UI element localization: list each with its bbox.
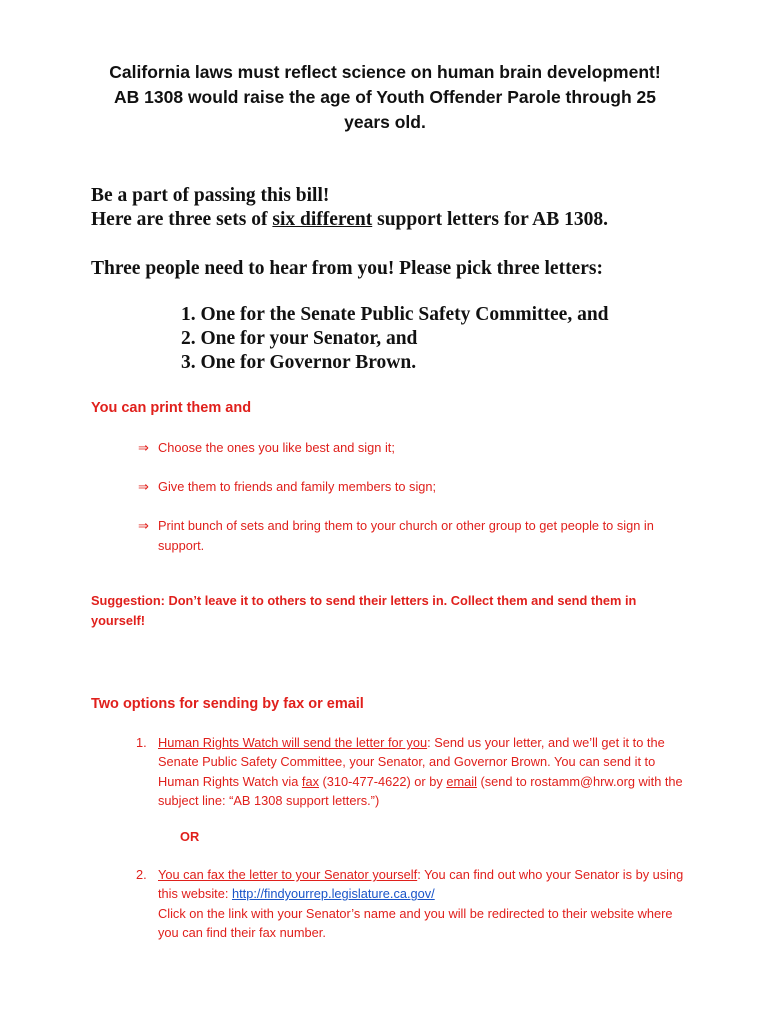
options-heading: Two options for sending by fax or email [91, 696, 364, 712]
print-heading: You can print them and [91, 400, 252, 416]
option-1-lead: Human Rights Watch will send the letter for you [158, 735, 428, 750]
headline [70, 60, 700, 135]
intro-line-2-pre: Here are three sets of [91, 209, 273, 230]
print-item-text: Give them to friends and family members to sign; [158, 479, 437, 494]
recipient-list [181, 303, 721, 375]
option-1-text-1: : Send us your letter, and we’ll get it to the Senate Public Safety Committee, your Senator, and Governor Brown. You can send it to Human Rights Watch via [158, 735, 665, 789]
print-list-item [138, 477, 698, 497]
print-list-item [138, 438, 698, 458]
findyourrep-link[interactable]: http://findyourrep.legislature.ca.gov/ [231, 886, 435, 902]
right-arrow-icon: ⇒ [138, 479, 149, 494]
headline-line-3: years old. [344, 112, 426, 132]
option-2-body [158, 865, 684, 942]
headline-line-1: California laws must reflect science on human brain development! [109, 62, 661, 82]
option-1-number: 1. [136, 735, 147, 750]
recipient-item: 3. One for Governor Brown. [181, 352, 417, 373]
option-2-text-1: : You can find out who your Senator is by using this website: [158, 867, 684, 902]
recipient-item: 1. One for the Senate Public Safety Committee, and [181, 304, 609, 325]
print-item-text: Choose the ones you like best and sign it; [158, 440, 395, 455]
headline-line-2: AB 1308 would raise the age of Youth Offender Parole through 25 [114, 87, 656, 107]
right-arrow-icon: ⇒ [138, 518, 149, 533]
option-1-text-3: (send to rostamm@hrw.org with the subject line: “AB 1308 support letters.”) [158, 773, 683, 808]
option-1-text-2: (310-477-4622) or by [318, 773, 447, 789]
email-link[interactable]: email [446, 773, 477, 789]
print-item-text: Print bunch of sets and bring them to your church or other group to get people to sign in support. [158, 518, 654, 553]
right-arrow-icon: ⇒ [138, 440, 149, 455]
pick-three-line: Three people need to hear from you! Please pick three letters: [91, 258, 603, 279]
intro-line-2 [91, 208, 731, 232]
fax-link[interactable]: fax [301, 773, 319, 789]
option-1-body [158, 733, 684, 810]
print-list-item [138, 516, 678, 556]
six-different-emphasis: six different [272, 209, 373, 230]
option-1 [136, 733, 684, 810]
option-2-text-2: Click on the link with your Senator’s name and you will be redirected to their website where you can find their fax number. [158, 905, 673, 940]
option-2-lead: You can fax the letter to your Senator yourself [158, 867, 418, 882]
option-2 [136, 865, 684, 942]
suggestion-note: Suggestion: Don’t leave it to others to send their letters in. Collect them and send them in yourself! [91, 593, 637, 628]
intro [91, 184, 731, 232]
option-2-number: 2. [136, 867, 147, 882]
recipient-item: 2. One for your Senator, and [181, 328, 418, 349]
or-separator: OR [180, 829, 200, 844]
intro-line-2-post: support letters for AB 1308. [372, 209, 609, 230]
intro-line-1: Be a part of passing this bill! [91, 185, 330, 206]
